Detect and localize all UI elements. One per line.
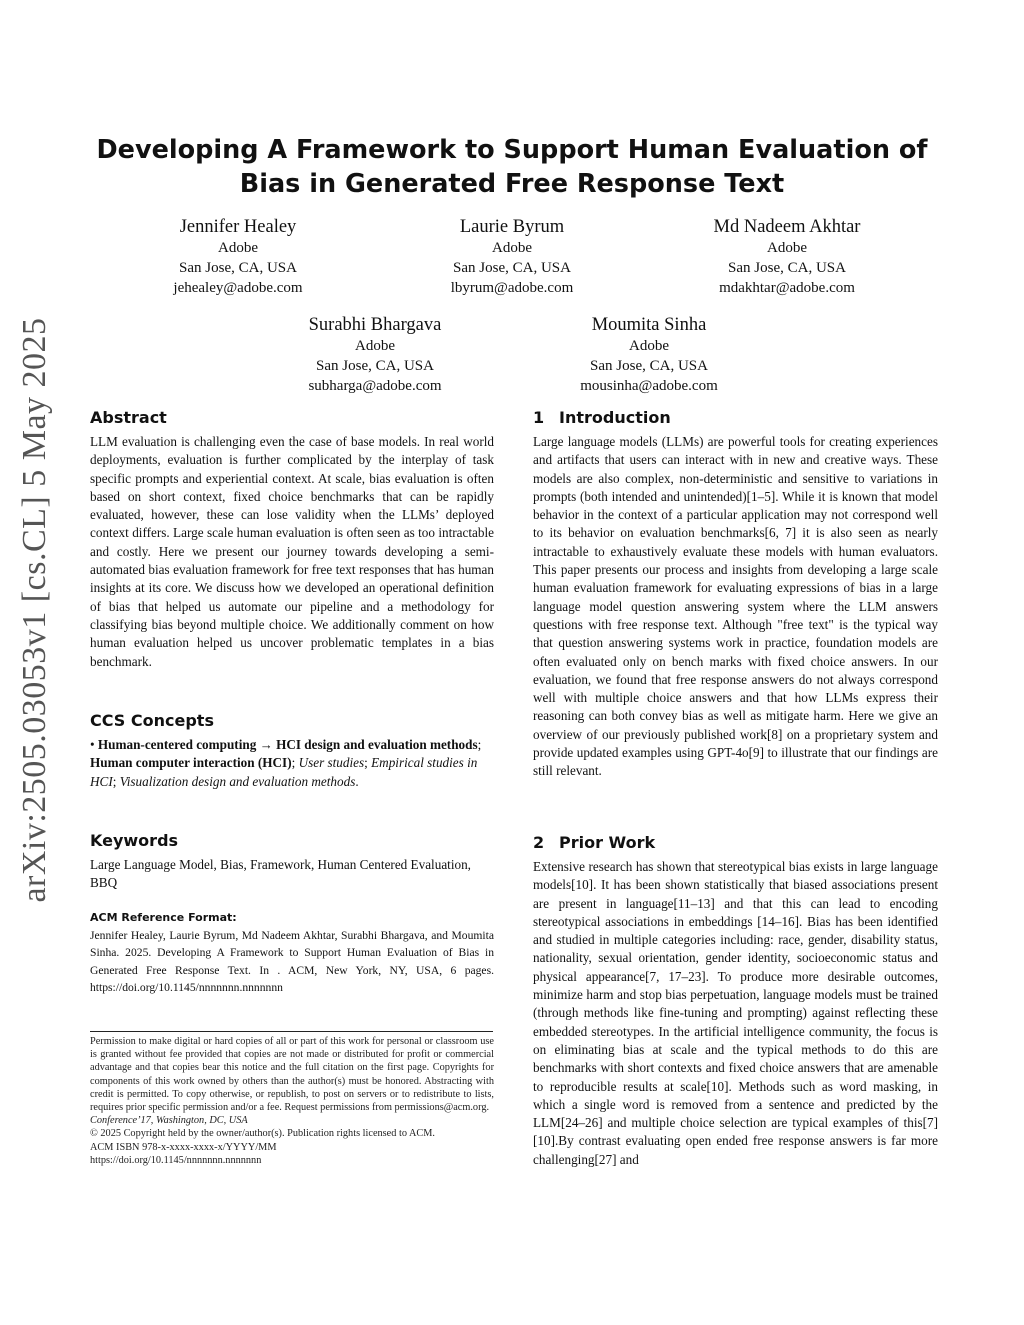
ccs-term: Empirical studies in HCI <box>90 755 478 789</box>
author-email: jehealey@adobe.com <box>173 280 303 296</box>
conference-info: Conference’17, Washington, DC, USA <box>90 1115 248 1127</box>
section-number: 2 <box>533 833 545 852</box>
ccs-term: Visualization design and evaluation methods <box>119 773 356 789</box>
author-name: Md Nadeem Akhtar <box>713 217 861 237</box>
ccs-separator: ; <box>364 755 372 771</box>
author-affiliation: Adobe <box>629 338 669 354</box>
permission-notice: Permission to make digital or hard copies of all or part of this work for personal or classroom use is granted without fee provided that copies are not made or distributed for profit or commercial advantage and that copies bear this notice and the full citation on the first page. Copyrights for components of this work owned by others than the author(s) must be honored. Abstracting with credit is permitted. To copy otherwise, or republish, to post on servers or to redistribute to lists, requires prior specific permission and/or a fee. Request permissions from permissions@acm.org. <box>90 1036 494 1114</box>
ccs-term: Human-centered computing <box>97 737 257 752</box>
author-name: Laurie Byrum <box>459 217 565 237</box>
abstract-text: LLM evaluation is challenging even the case of base models. In real world deployments, evaluation is further complicated by the interplay of task specific prompts and experiential context. At scale, bias evaluation is often based on short context, fixed choice benchmarks that can be rapidly evaluated, however, these can lose validity when the LLMs’ deployed context differs. Large scale human evaluation is often seen as too intractable and costly. Here we present our journey towards developing a semi-automated bias evaluation framework for free text responses that has human insights at its core. We discuss how we developed an operational definition of bias that helped us automate our pipeline and a methodology for classifying bias beyond multiple choice. We additionally comment on how human evaluation helped us uncover problematic templates in a bias benchmark. <box>90 434 494 669</box>
footnote <box>90 1035 494 1167</box>
introduction-heading <box>533 408 671 428</box>
prior-work-text: Extensive research has shown that stereotypical bias exists in large language models[10]. It has been shown statistically that biased associations present are present in language[11–13] and that this can lead to encoding stereotypical associations in embeddings [14–16]. Bias has been identified and studied in multiple categories including: race, gender, disability status, nationality, sexual orientation, gender identity, socioeconomic status and physical appearance[7, 17–23]. To produce more desirable outcomes, minimize harm and stop bias perpetuation, language models must be trained (through methods like fine-tuning and prompting) against reflecting these embedded stereotypes. In the artificial intelligence community, the focus is on eliminating bias at scale and the typical methods to do this are benchmarks with short contexts and fixed choice answers that are amenable to reproducible results at scale[10]. Methods such as word masking, in which a single word is removed from a sentence and predicted by the LLM[24–26] and multiple choice selection are typical examples of this[7][10].By contrast evaluating open ended free response answers is far more challenging[27] and <box>533 859 938 1167</box>
ccs-term: Human computer interaction (HCI) <box>90 755 292 771</box>
author-location: San Jose, CA, USA <box>728 260 846 276</box>
author-block <box>265 314 485 396</box>
author-location: San Jose, CA, USA <box>453 260 571 276</box>
author-block <box>128 216 348 298</box>
section-title: Prior Work <box>559 833 656 852</box>
author-affiliation: Adobe <box>218 240 258 256</box>
keywords-text: Large Language Model, Bias, Framework, Human Centered Evaluation, BBQ <box>90 857 471 891</box>
author-affiliation: Adobe <box>355 338 395 354</box>
doi: https://doi.org/10.1145/nnnnnnn.nnnnnnn <box>90 1154 262 1166</box>
ccs-separator: ; <box>291 755 299 771</box>
introduction-text: Large language models (LLMs) are powerful tools for creating experiences and artifacts that users can interact with in new and creative ways. These models are also complex, non-deterministic and sensitive to variations in prompts (both intended and unintended)[1–5]. While it is known that model behavior in the context of a particular application may not correspond well to its behavior on evaluation benchmarks[6, 7] it is also seen as nearly intractable to exhaustively evaluate these models with human evaluators. This paper presents our process and insights from developing a large scale human evaluation framework for evaluating expressions of bias in a large language model question answering system where the LLM answers questions with free response text. Although "free text" is the typical way that question answering systems work in practice, foundation models are often evaluated only on bench marks with fixed choice answers. In our evaluation, we found that free response answers do not always correspond well with multiple choice answers and that how LLMs express their reasoning can both convey bias as well as mitigate harm. Here we give an overview of our previously published work[8] on a proprietary system and provide updated examples using GPT-4o[9] to illustrate that our findings are still relevant. <box>533 434 938 779</box>
author-location: San Jose, CA, USA <box>316 358 434 374</box>
author-block <box>402 216 622 298</box>
arxiv-stamp <box>10 317 60 903</box>
isbn: ACM ISBN 978-x-xxxx-xxxx-x/YYYY/MM <box>90 1141 277 1153</box>
author-name: Jennifer Healey <box>179 217 297 237</box>
ccs-bullet: • <box>90 737 95 752</box>
section-number: 1 <box>533 408 545 427</box>
ccs-arrow: → <box>259 737 273 752</box>
prior-work-heading <box>533 833 655 853</box>
keywords-heading: Keywords <box>90 831 179 850</box>
author-affiliation: Adobe <box>492 240 532 256</box>
paper-title: Developing A Framework to Support Human Evaluation of Bias in Generated Free Response Text <box>96 135 928 199</box>
author-email: mdakhtar@adobe.com <box>719 280 855 296</box>
acm-reference-text: Jennifer Healey, Laurie Byrum, Md Nadeem Akhtar, Surabhi Bhargava, and Moumita Sinha. 2025. Developing A Framework to Support Human Evaluation of Bias in Generated Free Response Text. In . ACM, New York, NY, USA, 6 pages. https://doi.org/10.1145/nnnnnnn.nnnnnnn <box>90 929 494 994</box>
author-name: Surabhi Bhargava <box>308 315 442 335</box>
ccs-heading: CCS Concepts <box>90 711 214 730</box>
author-block <box>667 216 907 298</box>
acm-reference-label: ACM Reference Format: <box>90 911 237 924</box>
ccs-term: User studies <box>298 755 365 771</box>
copyright-notice: © 2025 Copyright held by the owner/author(s). Publication rights licensed to ACM. <box>90 1128 436 1140</box>
author-block <box>539 314 759 396</box>
ccs-separator: ; <box>477 737 482 752</box>
ccs-separator: . <box>355 773 359 789</box>
author-affiliation: Adobe <box>767 240 807 256</box>
ccs-separator: ; <box>112 773 120 789</box>
footnote-rule <box>90 1031 493 1032</box>
author-email: subharga@adobe.com <box>308 378 442 394</box>
ccs-term: HCI design and evaluation methods <box>276 737 478 752</box>
author-email: mousinha@adobe.com <box>580 378 718 394</box>
abstract-heading: Abstract <box>90 408 167 427</box>
author-location: San Jose, CA, USA <box>590 358 708 374</box>
arxiv-id: arXiv:2505.03053v1 [cs.CL] 5 May 2025 <box>16 317 53 903</box>
section-title: Introduction <box>559 408 671 427</box>
author-name: Moumita Sinha <box>591 315 707 335</box>
author-email: lbyrum@adobe.com <box>450 280 574 296</box>
ccs-concepts <box>90 736 494 791</box>
author-location: San Jose, CA, USA <box>179 260 297 276</box>
